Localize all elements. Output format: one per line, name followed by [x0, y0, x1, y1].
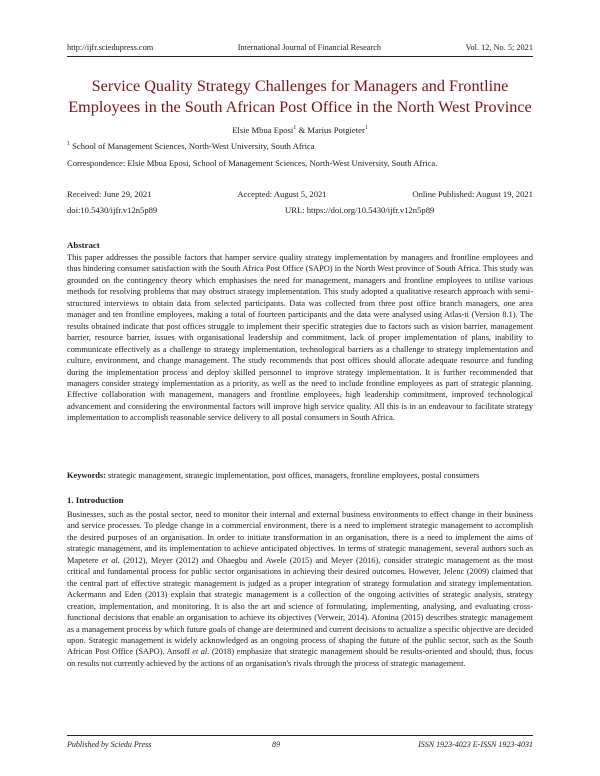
- published-date: Online Published: August 19, 2021: [412, 189, 533, 199]
- journal-name: International Journal of Financial Research: [237, 43, 382, 52]
- doi[interactable]: doi:10.5430/ijfr.v12n5p89: [67, 205, 158, 215]
- intro-text-1: Businesses, such as the postal sector, need to monitor their internal and external business environments to effect change in their business and service processes. To pledge change in a commercial environment, there is a need to implement strategic management to accomplish the desired purposes of an organisation. In order to initiate transformation in an organisation, there is a need to implement the aims of strategic management, and its implementation to achieve anticipated objectives. In terms of strategic management, several authors such as Mapetere: [67, 510, 533, 565]
- author-1: Elsie Mbua Eposi: [232, 125, 294, 135]
- affiliation: [67, 141, 533, 151]
- keywords-list: strategic management, strategic implementation, post offices, managers, frontline employees, postal consumers: [108, 471, 480, 480]
- author-2-affiliation-marker: 1: [364, 125, 368, 132]
- introduction-body: [67, 509, 533, 669]
- issn: ISSN 1923-4023 E-ISSN 1923-4031: [418, 740, 533, 749]
- keywords: [67, 470, 533, 481]
- running-header: [67, 43, 533, 52]
- volume-issue: Vol. 12, No. 5; 2021: [465, 43, 533, 52]
- abstract-heading: Abstract: [67, 240, 100, 250]
- affiliation-marker: 1: [67, 141, 70, 148]
- accepted-date: Accepted: August 5, 2021: [237, 189, 327, 199]
- article-title: Service Quality Strategy Challenges for Managers and Frontline Employees in the South African Post Office in the North West Province: [68, 77, 532, 116]
- intro-text-3: (2018) emphasize that strategic management should be results-oriented and should, thus, focus on results not currently achieved by the actions of an organisation's rivals through the process of strategic management.: [67, 647, 534, 668]
- intro-text-2: (2012), Meyer (2012) and Ohaegbu and Awele (2015) and Meyer (2016), consider strategic management as the most critical and fundamental process for public sector organisations in achieving their desired outcomes. However, Jelenc (2009) claimed that the central part of effective strategic management is judged as a proper integration of strategy formulation and strategy implementation. Ackermann and Eden (2013) explain that strategic management is a collection of the ongoing activities of strategic analysis, strategy creation, implementation, and monitoring. It is also the art and science of formulating, implementing, analysing, and evaluating cross-functional decisions that enable an organisation to achieve its objectives (Verweir, 2014). Afonina (2015) describes strategic management as a management process by which future goals of change are determined and current decisions to actualize a specific objective are decided upon. Strategic management is widely acknowledged as an ongoing process of shaping the future of the public sector, such as the South African Post Office (SAPO). Ansoff: [67, 555, 534, 657]
- publisher: Published by Sciedu Press: [67, 740, 152, 749]
- received-date: Received: June 29, 2021: [67, 189, 152, 199]
- correspondence: Correspondence: Elsie Mbua Eposi, School of Management Sciences, North-West University, South Africa.: [67, 158, 438, 168]
- section-heading-introduction: 1. Introduction: [67, 495, 124, 505]
- identifiers: [67, 205, 533, 215]
- affiliation-text: School of Management Sciences, North-West University, South Africa: [72, 141, 315, 151]
- article-url[interactable]: URL: https://doi.org/10.5430/ijfr.v12n5p89: [285, 205, 435, 215]
- page-number: 89: [272, 740, 280, 749]
- publication-dates: [67, 189, 533, 199]
- intro-etal-2: et al.: [192, 647, 210, 657]
- intro-etal-1: et al.: [101, 555, 120, 565]
- footer-rule: [67, 735, 533, 736]
- journal-url[interactable]: http://ijfr.sciedupress.com: [67, 43, 154, 52]
- author-line: [67, 125, 533, 135]
- author-separator: &: [296, 125, 308, 135]
- author-1-affiliation-marker: 1: [293, 125, 297, 132]
- abstract-body: This paper addresses the possible factors that hamper service quality strategy implementation by managers and frontline employees and thus hindering consumer satisfaction with the South Africa Post Office (SAPO) in the North West province of South Africa. This study was grounded on the contingency theory which emphasises the need for management, managers and frontline employees to utilise various methods for resolving problems that may obstruct strategy implementation. This study adopted a qualitative research approach with semi-structured interviews to obtain data from selected participants. Data was collected from three post office branch managers, one area manager and ten frontline employees, making a total of fourteen participants and the data were analysed using Atlas-ti (Version 8.1). The results obtained indicate that post offices struggle to implement their specific strategies due to factors such as vision barrier, management barrier, resource barrier, issues with organisational leadership and commitment, lack of proper implementation of plans, inability to communicate effectively as a challenge to strategy implementation, technological barriers as a challenge to strategy implementation and culture, environment, and change management. The study recommends that post offices should allocate adequate resource and funding during the implementation process and deploy skilled personnel to improve strategy implementation. It is further recommended that managers consider strategy implementation as a priority, as well as the need to include frontline employees as part of strategic planning. Effective collaboration with management, managers and frontline employees, high leadership commitment, improved technological advancement and considering the environmental factors will improve high service quality. All this is in an endeavour to facilitate strategy implementation to accomplish reasonable service delivery to all postal consumers in South Africa.: [67, 253, 533, 423]
- author-2: Marius Potgieter: [307, 125, 365, 135]
- keywords-label: Keywords:: [67, 471, 106, 480]
- header-rule: [67, 56, 533, 57]
